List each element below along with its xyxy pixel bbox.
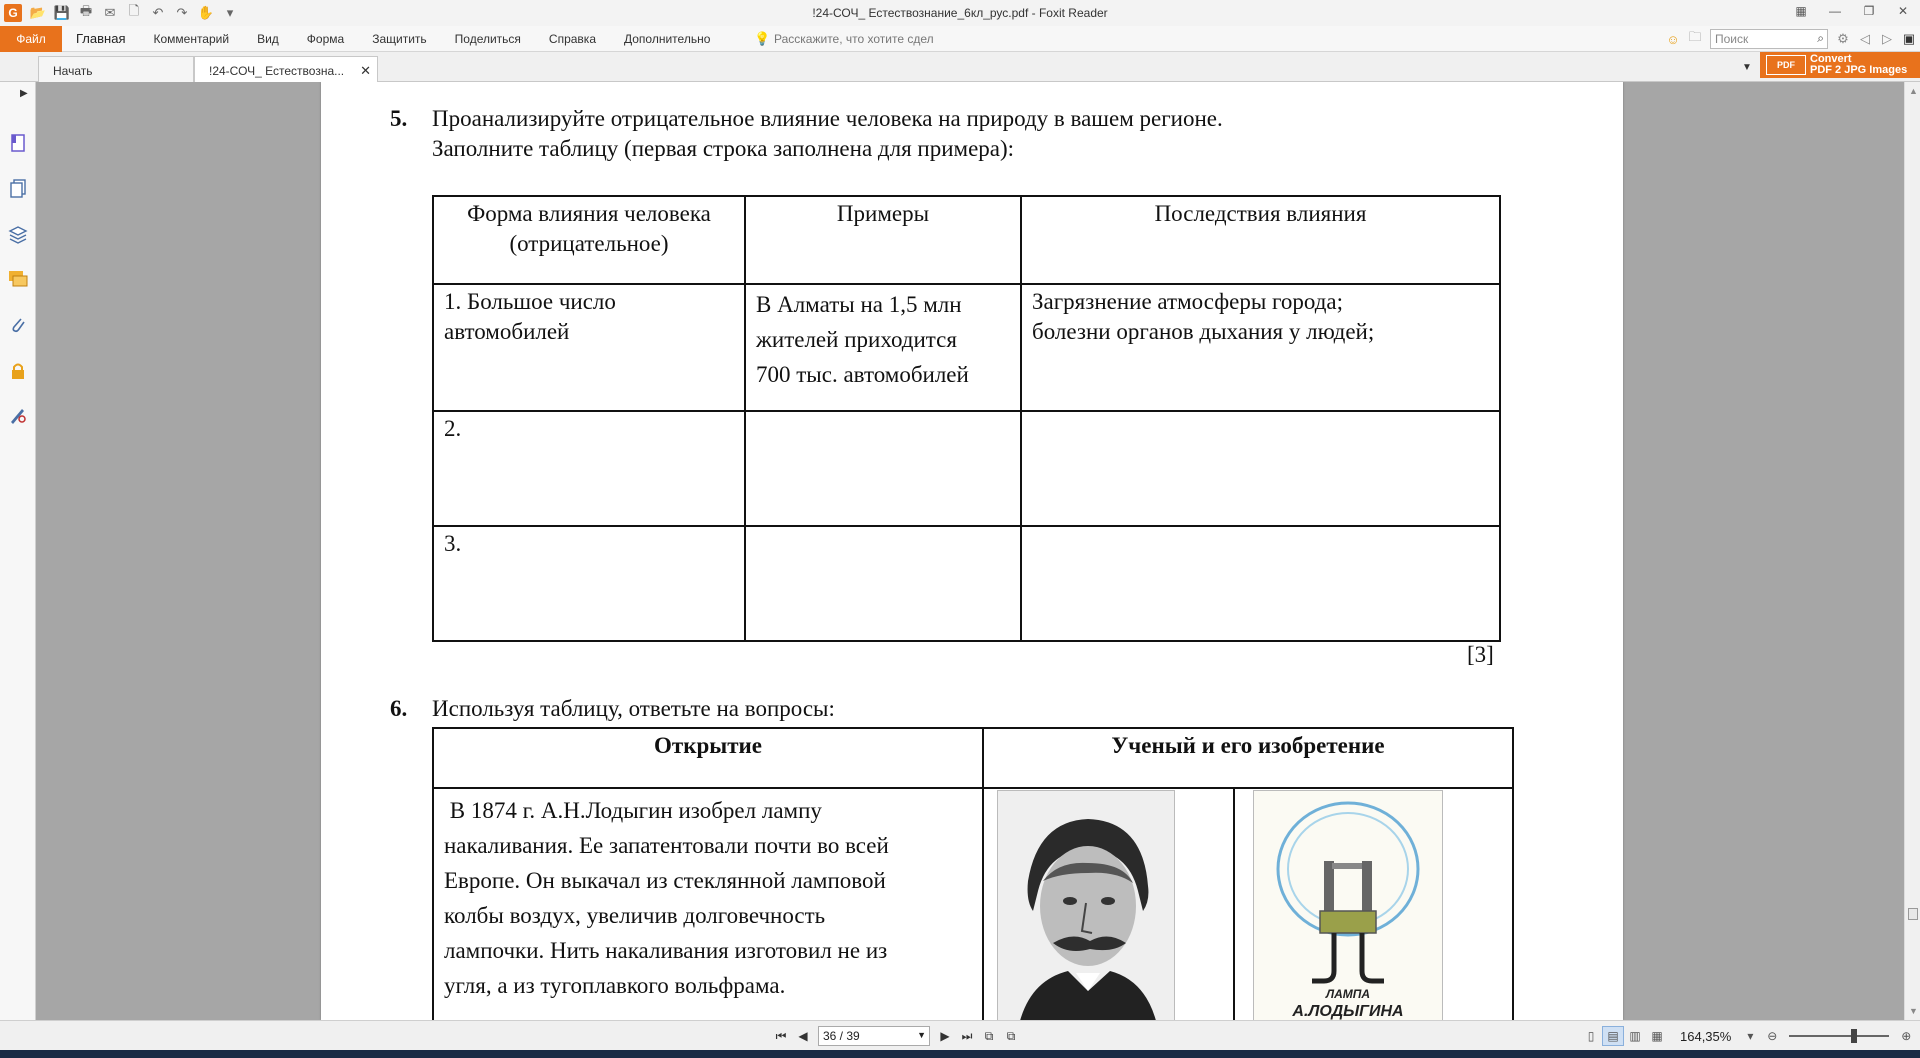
next-page-icon[interactable]: ▶ [940, 1029, 950, 1043]
document-tabs [0, 52, 1920, 82]
tabs-dropdown-icon[interactable]: ▼ [1742, 62, 1752, 73]
tab-close-icon[interactable]: ✕ [360, 63, 371, 78]
tab-document[interactable] [194, 56, 378, 82]
single-page-icon[interactable]: ▯ [1587, 1029, 1595, 1043]
q6-body-line3: Европе. Он выкачал из стеклянной ламповой [444, 868, 886, 893]
q6-body-line6: угля, а из тугоплавкого вольфрама. [444, 973, 786, 998]
ribbon-right-tools [1662, 26, 1920, 52]
menu-extra[interactable]: Дополнительно [624, 32, 711, 46]
gear-icon[interactable]: ⚙ [1837, 31, 1849, 46]
portrait-image [997, 790, 1175, 1020]
forward-icon[interactable]: ▷ [1882, 31, 1892, 46]
q5-row2-form: 2. [433, 411, 745, 526]
menu-home[interactable]: Главная [76, 31, 126, 46]
print-icon[interactable]: 🖶 [79, 3, 93, 18]
zoom-in-icon[interactable]: ⊕ [1901, 1029, 1912, 1043]
back-icon[interactable]: ◁ [1860, 31, 1870, 46]
tab-start[interactable] [38, 56, 194, 82]
convert-pdf-button[interactable] [1760, 52, 1920, 78]
q5-table [432, 195, 1501, 642]
q6-body-line4: колбы воздух, увеличив долговечность [444, 903, 826, 928]
q6-header-discovery: Открытие [433, 728, 983, 788]
close-icon[interactable]: ✕ [1897, 4, 1909, 18]
navigation-panel [0, 82, 36, 1020]
q6-body-line5: лампочки. Нить накаливания изготовил не из [444, 938, 888, 963]
scroll-down-icon[interactable]: ▼ [1909, 1006, 1918, 1016]
window-title: !24-СОЧ_ Естествознание_6кл_рус.pdf - Foxit Reader [812, 6, 1108, 20]
table-row [433, 284, 1500, 411]
signature-icon[interactable] [7, 404, 29, 426]
continuous-facing-icon[interactable]: ▦ [1651, 1029, 1663, 1043]
zoom-slider-knob[interactable] [1851, 1029, 1857, 1043]
q5-row3-examples [745, 526, 1021, 641]
zoom-out-icon[interactable]: ⊖ [1767, 1029, 1778, 1043]
bookmark-icon[interactable] [7, 132, 29, 154]
menu-protect[interactable]: Защитить [372, 32, 427, 46]
tab-document-label: !24-СОЧ_ Естествозна... [209, 64, 345, 78]
ribbon-menu [0, 26, 1920, 52]
q6-header-scientist: Ученый и его изобретение [983, 728, 1513, 788]
q6-header-row [433, 728, 1513, 788]
q5-header-examples: Примеры [745, 196, 1021, 284]
open-icon[interactable]: 📂 [29, 5, 47, 20]
smiley-icon[interactable]: ☺ [1666, 31, 1680, 47]
q6-text: Используя таблицу, ответьте на вопросы: [432, 696, 835, 721]
tell-me-placeholder: Расскажите, что хотите сдел [774, 32, 934, 46]
q5-line1: Проанализируйте отрицательное влияние человека на природу в вашем регионе. [432, 106, 1223, 131]
q5-row1-form [433, 284, 745, 411]
vertical-scrollbar[interactable] [1904, 82, 1920, 1020]
save-icon[interactable]: 💾 [53, 5, 71, 20]
search-input[interactable] [1710, 29, 1828, 49]
next-view-icon[interactable]: ⧉ [1006, 1028, 1016, 1043]
window-controls [1784, 0, 1920, 26]
zoom-level[interactable]: 164,35% [1680, 1028, 1732, 1044]
q5-row1-consequences-line2: болезни органов дыхания у людей; [1032, 319, 1375, 344]
table-row [433, 526, 1500, 641]
lamp-caption-line2: А.ЛОДЫГИНА [1292, 1003, 1404, 1020]
q5-score: [3] [1467, 642, 1494, 667]
pdf-page [321, 82, 1623, 1020]
scroll-up-icon[interactable]: ▲ [1909, 86, 1918, 96]
q5-header-form [433, 196, 745, 284]
q5-row1-examples-line3: 700 тыс. автомобилей [756, 362, 969, 387]
q5-row2-consequences [1021, 411, 1500, 526]
menu-form[interactable]: Форма [306, 32, 345, 46]
menu-comment[interactable]: Комментарий [153, 32, 230, 46]
lamp-caption-line1: ЛАМПА [1325, 987, 1371, 1001]
q5-header-consequences: Последствия влияния [1021, 196, 1500, 284]
status-bar [0, 1020, 1920, 1050]
comments-icon[interactable] [7, 268, 29, 290]
view-controls [1580, 1026, 1917, 1046]
new-icon[interactable]: 🗋 [128, 3, 140, 18]
page-number-value: 36 / 39 [823, 1029, 860, 1043]
pdf-image-icon: PDF [1766, 55, 1806, 75]
q6-body-line1: В 1874 г. А.Н.Лодыгин изобрел лампу [444, 798, 822, 823]
q5-header-row [433, 196, 1500, 284]
pages-icon[interactable] [7, 178, 29, 200]
undo-icon[interactable]: ↶ [152, 5, 164, 20]
app-logo[interactable]: G [4, 4, 22, 22]
q5-row3-consequences [1021, 526, 1500, 641]
zoom-dropdown-icon[interactable]: ▾ [1747, 1029, 1754, 1043]
prev-page-icon[interactable]: ◀ [798, 1029, 808, 1043]
page-navigation [770, 1026, 1022, 1046]
tab-start-label: Начать [53, 64, 93, 78]
restore-icon[interactable]: ❐ [1863, 4, 1875, 18]
minimize-icon[interactable]: — [1829, 4, 1841, 18]
attachment-icon[interactable] [7, 314, 29, 336]
q5-row1-examples [745, 284, 1021, 411]
q5-header-form-line1: Форма влияния человека [467, 201, 711, 226]
expand-panel-icon[interactable]: ▶ [20, 88, 28, 99]
find-folder-icon[interactable]: 🗀 [1688, 29, 1702, 44]
page-dropdown-icon[interactable]: ▼ [917, 1030, 926, 1040]
table-row [433, 411, 1500, 526]
document-viewport[interactable] [36, 82, 1920, 1020]
menu-help[interactable]: Справка [548, 32, 596, 46]
menu-share[interactable]: Поделиться [454, 32, 521, 46]
customize-qat-icon[interactable]: ▾ [226, 5, 234, 20]
hand-tool-icon[interactable]: ✋ [197, 5, 215, 20]
facing-page-icon[interactable]: ▥ [1629, 1029, 1641, 1043]
convert-line1: Convert [1810, 53, 1852, 65]
q6-discovery-text [433, 788, 983, 1020]
security-lock-icon[interactable] [7, 360, 29, 382]
tell-me-box[interactable] [754, 31, 934, 47]
q5-row1-form-line1: 1. Большое число [444, 289, 616, 314]
title-bar [0, 0, 1920, 26]
layers-icon[interactable] [7, 224, 29, 246]
menu-view[interactable]: Вид [257, 32, 279, 46]
q6-inner-divider [1233, 787, 1235, 1020]
scroll-thumb[interactable] [1908, 908, 1918, 920]
first-page-icon[interactable]: ⏮ [775, 1028, 787, 1043]
q5-row1-examples-line2: жителей приходится [756, 327, 957, 352]
q5-row1-examples-line1: В Алматы на 1,5 млн [756, 292, 962, 317]
search-icon[interactable]: ⌕ [1817, 31, 1824, 45]
ribbon-display-icon[interactable]: ▦ [1795, 4, 1807, 18]
lightbulb-icon: 💡 [754, 31, 771, 46]
continuous-page-icon[interactable]: ▤ [1602, 1026, 1624, 1046]
user-icon[interactable]: ▣ [1902, 31, 1916, 46]
q5-header-form-line2: (отрицательное) [509, 231, 669, 256]
q5-row1-consequences [1021, 284, 1500, 411]
os-taskbar [0, 1050, 1920, 1058]
q5-row1-form-line2: автомобилей [444, 319, 570, 344]
convert-line2: PDF 2 JPG Images [1810, 64, 1908, 76]
previous-view-icon[interactable]: ⧉ [984, 1028, 994, 1043]
q5-row1-consequences-line1: Загрязнение атмосферы города; [1032, 289, 1344, 314]
q5-row3-form: 3. [433, 526, 745, 641]
page-number-input[interactable] [818, 1026, 930, 1046]
q6-body-line2: накаливания. Ее запатентовали почти во всей [444, 833, 889, 858]
q5-row2-examples [745, 411, 1021, 526]
menu-items [62, 26, 724, 52]
lamp-image [1253, 790, 1443, 1020]
email-icon[interactable]: ✉ [104, 5, 116, 20]
redo-icon[interactable]: ↷ [176, 5, 188, 20]
q6-number: 6. [390, 696, 408, 721]
file-menu[interactable]: Файл [0, 26, 62, 52]
search-placeholder: Поиск [1715, 32, 1749, 46]
last-page-icon[interactable]: ⏭ [961, 1028, 973, 1043]
zoom-slider[interactable] [1789, 1035, 1889, 1037]
q5-number: 5. [390, 106, 408, 131]
q5-line2: Заполните таблицу (первая строка заполнена для примера): [432, 136, 1015, 161]
